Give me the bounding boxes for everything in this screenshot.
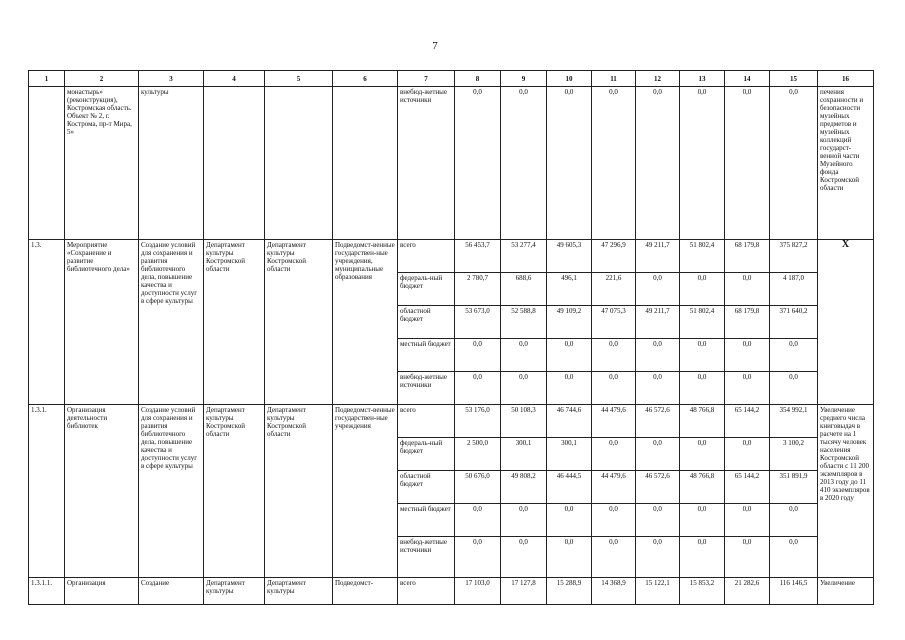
value-cell: 0,0	[725, 438, 770, 471]
column-number-10: 10	[547, 71, 592, 87]
participant-cell: Подведомст-венные государствен-ные учреждения, муниципальные образования	[333, 240, 398, 405]
source-cell: внебюд-жетные источники	[398, 87, 455, 240]
header-row	[29, 71, 874, 87]
value-cell: 2 500,0	[455, 438, 501, 471]
value-cell: 49 808,2	[501, 471, 547, 504]
value-cell: 0,0	[592, 339, 636, 372]
value-cell: 51 802,4	[680, 240, 725, 273]
source-cell: всего	[398, 578, 455, 605]
executor-cell: Департамент культуры Костромской области	[204, 405, 265, 578]
value-cell: 0,0	[680, 273, 725, 306]
column-number-3: 3	[139, 71, 204, 87]
value-cell: 0,0	[770, 87, 818, 240]
value-cell: 53 673,0	[455, 306, 501, 339]
column-number-14: 14	[725, 71, 770, 87]
value-cell: 17 103,0	[455, 578, 501, 605]
value-cell: 46 572,6	[636, 471, 680, 504]
value-cell: 50 108,3	[501, 405, 547, 438]
value-cell: 0,0	[680, 438, 725, 471]
column-number-2: 2	[65, 71, 139, 87]
value-cell: 0,0	[501, 87, 547, 240]
goal-cell: Создание	[139, 578, 204, 605]
value-cell: 53 176,0	[455, 405, 501, 438]
value-cell: 0,0	[680, 372, 725, 405]
value-cell: 0,0	[636, 438, 680, 471]
table-row	[29, 578, 874, 605]
value-cell: 688,6	[501, 273, 547, 306]
value-cell: 44 479,6	[592, 471, 636, 504]
value-cell: 0,0	[547, 372, 592, 405]
value-cell: 49 211,7	[636, 306, 680, 339]
column-number-1: 1	[29, 71, 65, 87]
goal-cell: Создание условий для сохранения и развития библиотечного дела, повышение качества и доступности услуг в сфере культуры	[139, 240, 204, 405]
value-cell: 65 144,2	[725, 471, 770, 504]
value-cell: 0,0	[680, 87, 725, 240]
value-cell: 0,0	[636, 504, 680, 537]
value-cell: 0,0	[770, 504, 818, 537]
value-cell: 49 211,7	[636, 240, 680, 273]
value-cell: 0,0	[725, 339, 770, 372]
value-cell: 14 368,9	[592, 578, 636, 605]
page-number: 7	[432, 40, 438, 52]
value-cell: 46 444,5	[547, 471, 592, 504]
value-cell: 0,0	[501, 537, 547, 578]
column-number-5: 5	[265, 71, 333, 87]
participant-cell: Подведомст-	[333, 578, 398, 605]
value-cell: 221,6	[592, 273, 636, 306]
column-number-4: 4	[204, 71, 265, 87]
value-cell: 50 676,0	[455, 471, 501, 504]
value-cell: 15 853,2	[680, 578, 725, 605]
table-row	[29, 240, 874, 273]
value-cell: 0,0	[455, 504, 501, 537]
program-table	[28, 70, 874, 605]
goal-cell: культуры	[139, 87, 204, 240]
source-cell: федераль-ный бюджет	[398, 438, 455, 471]
value-cell: 0,0	[547, 87, 592, 240]
participant-cell	[333, 87, 398, 240]
column-number-15: 15	[770, 71, 818, 87]
value-cell: 0,0	[770, 537, 818, 578]
value-cell: 49 109,2	[547, 306, 592, 339]
value-cell: 17 127,8	[501, 578, 547, 605]
source-cell: местный бюджет	[398, 504, 455, 537]
value-cell: 371 640,2	[770, 306, 818, 339]
column-number-6: 6	[333, 71, 398, 87]
value-cell: 0,0	[725, 537, 770, 578]
table-row	[29, 405, 874, 438]
value-cell: 51 802,4	[680, 306, 725, 339]
value-cell: 0,0	[725, 504, 770, 537]
value-cell: 68 179,8	[725, 240, 770, 273]
event-name-cell: Мероприятие «Сохранение и развитие библиотечного дела»	[65, 240, 139, 405]
value-cell: 4 187,0	[770, 273, 818, 306]
value-cell: 15 122,1	[636, 578, 680, 605]
value-cell: 0,0	[547, 537, 592, 578]
value-cell: 0,0	[592, 372, 636, 405]
value-cell: 0,0	[725, 87, 770, 240]
value-cell: 3 100,2	[770, 438, 818, 471]
source-cell: областной бюджет	[398, 471, 455, 504]
source-cell: федераль-ный бюджет	[398, 273, 455, 306]
value-cell: 52 588,8	[501, 306, 547, 339]
result-cell: Увеличение среднего числа книговыдач в расчете на 1 тысячу человек населения Костромской области с 11 200 экземпляров в 2013 году до 11 410 экземпляров в 2020 году	[818, 405, 874, 578]
value-cell: 0,0	[592, 504, 636, 537]
source-cell: областной бюджет	[398, 306, 455, 339]
customer-cell	[265, 87, 333, 240]
value-cell: 2 780,7	[455, 273, 501, 306]
column-number-9: 9	[501, 71, 547, 87]
customer-cell: Департамент культуры	[265, 578, 333, 605]
value-cell: 44 479,6	[592, 405, 636, 438]
value-cell: 0,0	[592, 87, 636, 240]
customer-cell: Департамент культуры Костромской области	[265, 240, 333, 405]
value-cell: 0,0	[455, 339, 501, 372]
value-cell: 53 277,4	[501, 240, 547, 273]
value-cell: 0,0	[636, 87, 680, 240]
source-cell: всего	[398, 240, 455, 273]
result-cell: печения сохранности и безопасности музейных предметов и музейных коллекций государст-венной части Музейного фонда Костромской области	[818, 87, 874, 240]
value-cell: 0,0	[636, 537, 680, 578]
value-cell: 56 453,7	[455, 240, 501, 273]
value-cell: 0,0	[547, 339, 592, 372]
event-name-cell: Организация деятельности библиотек	[65, 405, 139, 578]
item-number-cell: 1.3.1.1.	[29, 578, 65, 605]
value-cell: 15 288,9	[547, 578, 592, 605]
event-name-cell: монастырь» (реконструкция), Костромская область. Объект № 2, г. Кострома, пр-т Мира, 5»	[65, 87, 139, 240]
column-number-16: 16	[818, 71, 874, 87]
column-number-7: 7	[398, 71, 455, 87]
value-cell: 0,0	[592, 438, 636, 471]
value-cell: 68 179,8	[725, 306, 770, 339]
result-cell: Х	[818, 240, 874, 405]
value-cell: 0,0	[455, 372, 501, 405]
executor-cell	[204, 87, 265, 240]
participant-cell: Подведомст-венные государствен-ные учреждения	[333, 405, 398, 578]
value-cell: 65 144,2	[725, 405, 770, 438]
value-cell: 0,0	[455, 537, 501, 578]
event-name-cell: Организация	[65, 578, 139, 605]
value-cell: 496,1	[547, 273, 592, 306]
source-cell: внебюд-жетные источники	[398, 537, 455, 578]
value-cell: 0,0	[636, 273, 680, 306]
column-number-12: 12	[636, 71, 680, 87]
value-cell: 47 296,9	[592, 240, 636, 273]
customer-cell: Департамент культуры Костромской области	[265, 405, 333, 578]
value-cell: 0,0	[680, 537, 725, 578]
value-cell: 0,0	[770, 372, 818, 405]
value-cell: 354 992,1	[770, 405, 818, 438]
value-cell: 0,0	[547, 504, 592, 537]
value-cell: 0,0	[501, 372, 547, 405]
table-row	[29, 87, 874, 240]
value-cell: 0,0	[501, 504, 547, 537]
value-cell: 300,1	[547, 438, 592, 471]
value-cell: 46 572,6	[636, 405, 680, 438]
source-cell: внебюд-жетные источники	[398, 372, 455, 405]
value-cell: 0,0	[770, 339, 818, 372]
value-cell: 48 766,8	[680, 471, 725, 504]
value-cell: 116 146,5	[770, 578, 818, 605]
column-number-13: 13	[680, 71, 725, 87]
value-cell: 21 282,6	[725, 578, 770, 605]
value-cell: 0,0	[455, 87, 501, 240]
source-cell: всего	[398, 405, 455, 438]
value-cell: 0,0	[636, 372, 680, 405]
value-cell: 351 891,9	[770, 471, 818, 504]
result-cell: Увеличение	[818, 578, 874, 605]
value-cell: 0,0	[725, 273, 770, 306]
value-cell: 0,0	[725, 372, 770, 405]
executor-cell: Департамент культуры	[204, 578, 265, 605]
item-number-cell: 1.3.	[29, 240, 65, 405]
value-cell: 46 744,6	[547, 405, 592, 438]
cell-num	[29, 87, 65, 240]
value-cell: 47 075,3	[592, 306, 636, 339]
column-number-11: 11	[592, 71, 636, 87]
item-number-cell: 1.3.1.	[29, 405, 65, 578]
value-cell: 0,0	[680, 504, 725, 537]
value-cell: 49 605,3	[547, 240, 592, 273]
source-cell: местный бюджет	[398, 339, 455, 372]
value-cell: 0,0	[501, 339, 547, 372]
value-cell: 0,0	[636, 339, 680, 372]
value-cell: 300,1	[501, 438, 547, 471]
goal-cell: Создание условий для сохранения и развития библиотечного дела, повышение качества и доступности услуг в сфере культуры	[139, 405, 204, 578]
column-number-8: 8	[455, 71, 501, 87]
value-cell: 375 827,2	[770, 240, 818, 273]
executor-cell: Департамент культуры Костромской области	[204, 240, 265, 405]
value-cell: 48 766,8	[680, 405, 725, 438]
value-cell: 0,0	[680, 339, 725, 372]
value-cell: 0,0	[592, 537, 636, 578]
